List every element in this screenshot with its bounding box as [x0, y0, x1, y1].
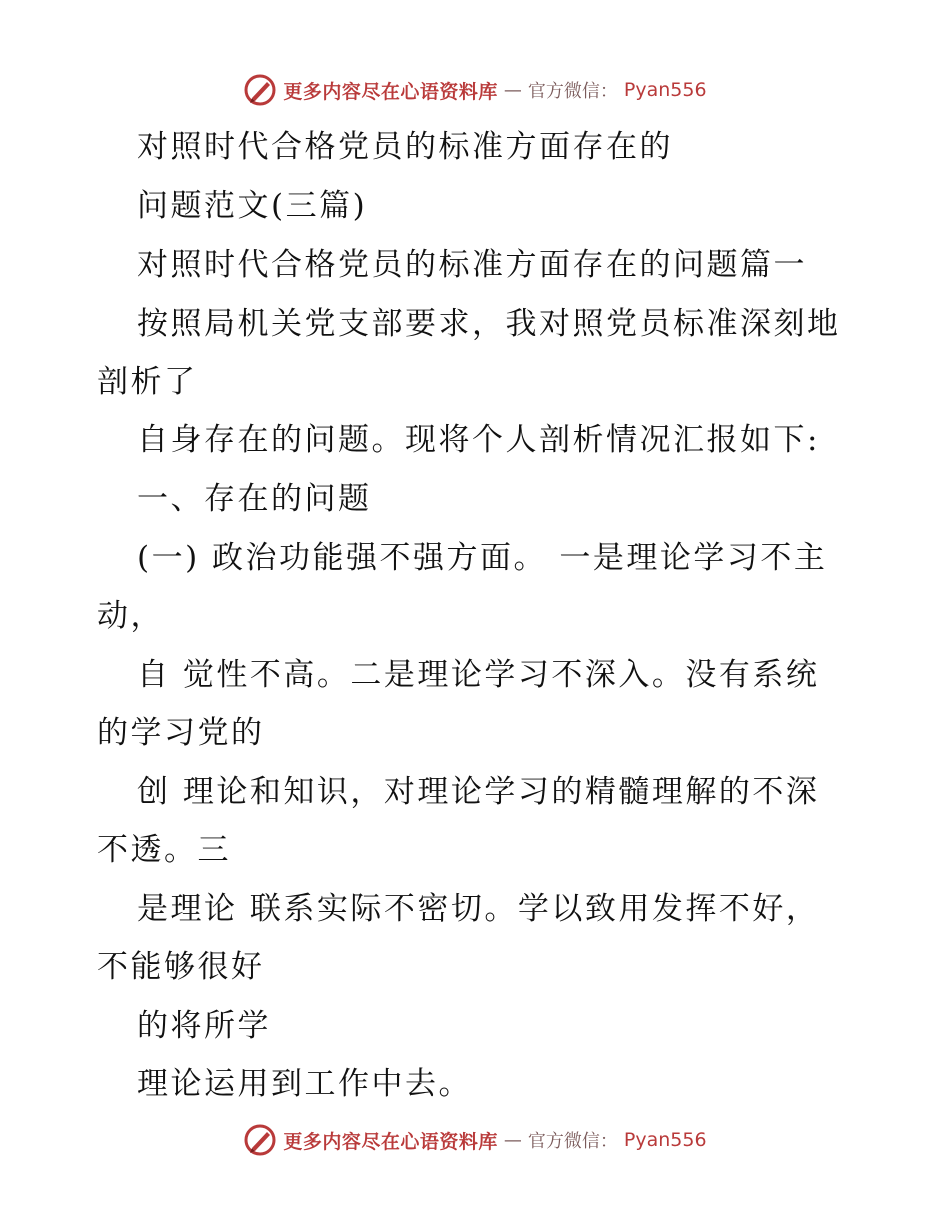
paragraph-line: 的将所学: [137, 1008, 271, 1044]
paragraph-line: 自 觉性不高。二是理论学习不深入。没有系统: [137, 657, 820, 693]
document-title-line-2: 问题范文(三篇): [137, 188, 368, 224]
paragraph-line: 的学习党的: [97, 715, 265, 751]
paragraph-line: 自身存在的问题。现将个人剖析情况汇报如下:: [137, 422, 820, 458]
pen-logo-icon: [243, 73, 277, 107]
watermark-wechat-label: 官方微信：: [527, 1131, 618, 1152]
paragraph-line: 是理论 联系实际不密切。学以致用发挥不好，: [137, 891, 820, 927]
subheading-line: 一、存在的问题: [137, 481, 372, 517]
paragraph-line: 按照局机关党支部要求，我对照党员标准深刻地: [137, 306, 841, 342]
paragraph-line: 不能够很好: [97, 949, 265, 985]
paragraph-line: 动，: [97, 598, 164, 634]
paragraph-line: (一) 政治功能强不强方面。 一是理论学习不主: [137, 540, 828, 576]
document-title-line-1: 对照时代合格党员的标准方面存在的: [137, 129, 673, 165]
watermark-separator: —: [503, 1129, 522, 1151]
watermark-wechat-id: Pyan556: [623, 79, 707, 101]
footer-watermark: [0, 1120, 950, 1160]
header-watermark: [0, 70, 950, 110]
watermark-site-text: 更多内容尽在心语资料库: [283, 80, 498, 103]
paragraph-line: 剖析了: [97, 364, 198, 400]
watermark-wechat-id: Pyan556: [623, 1129, 707, 1151]
paragraph-line: 创 理论和知识，对理论学习的精髓理解的不深: [137, 774, 820, 810]
pen-logo-icon: [243, 1123, 277, 1157]
paragraph-line: 不透。三: [97, 832, 231, 868]
section-heading: 对照时代合格党员的标准方面存在的问题篇一: [137, 247, 807, 283]
watermark-separator: —: [503, 79, 522, 101]
watermark-wechat-label: 官方微信：: [527, 81, 618, 102]
watermark-site-text: 更多内容尽在心语资料库: [283, 1130, 498, 1153]
paragraph-line: 理论运用到工作中去。: [137, 1066, 472, 1102]
